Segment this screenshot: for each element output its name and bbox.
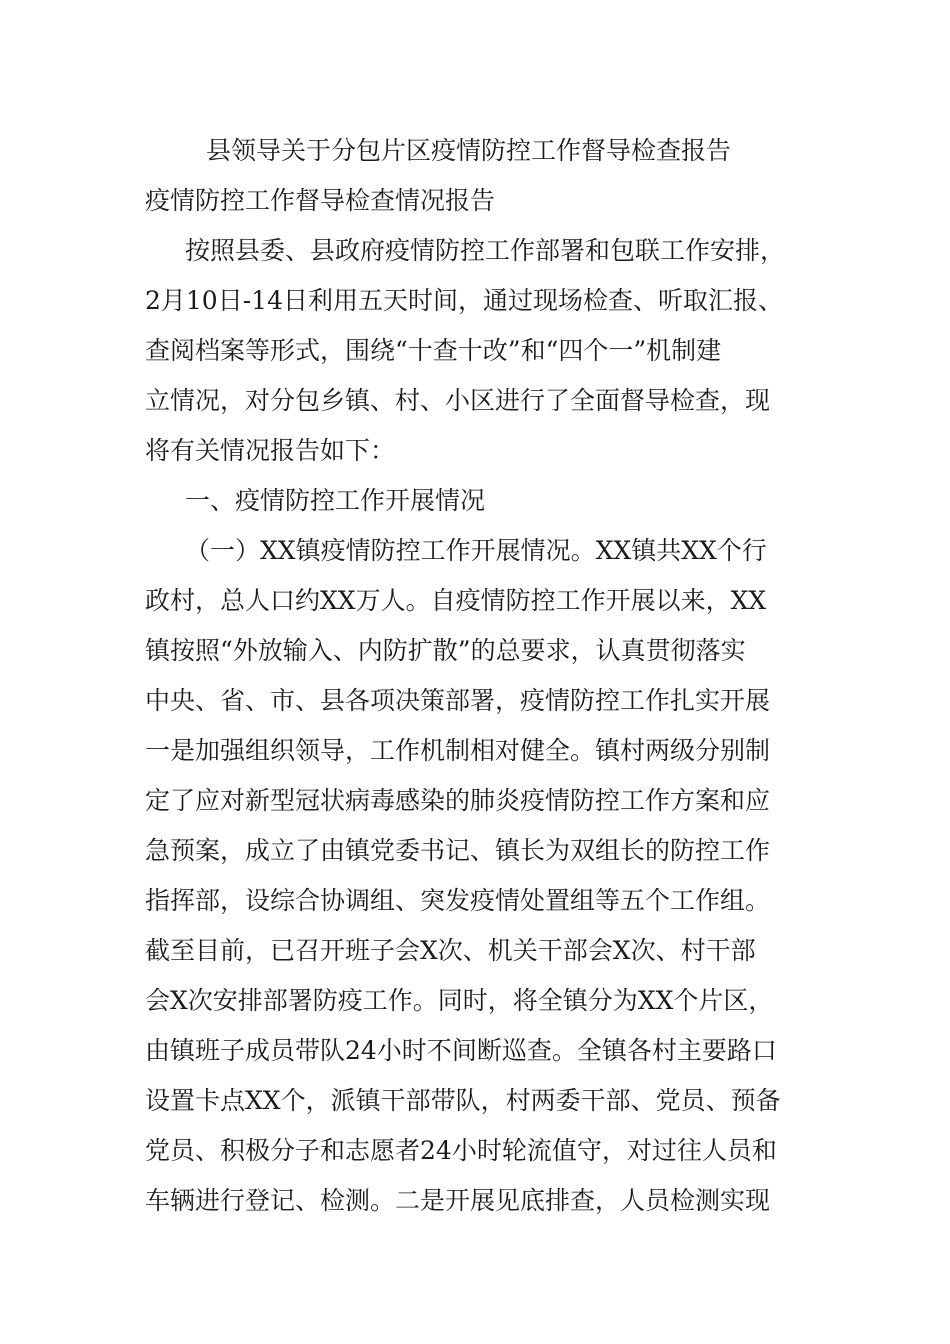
paragraph-line: 立情况，对分包乡镇、村、小区进行了全面督导检查，现 bbox=[145, 386, 771, 415]
paragraph-line: 镇按照“外放输入、内防扩散”的总要求，认真贯彻落实 bbox=[145, 636, 746, 665]
paragraph-line: 政村，总人口约XX万人。自疫情防控工作开展以来，XX bbox=[145, 586, 767, 615]
document-subtitle: 疫情防控工作督导检查情况报告 bbox=[145, 186, 496, 215]
paragraph-line: 将有关情况报告如下： bbox=[145, 436, 396, 465]
paragraph-line: 按照县委、县政府疫情防控工作部署和包联工作安排， bbox=[185, 236, 786, 265]
paragraph-line: 定了应对新型冠状病毒感染的肺炎疫情防控工作方案和应 bbox=[145, 786, 771, 815]
paragraph-line: 2月10日-14日利用五天时间，通过现场检查、听取汇报、 bbox=[145, 286, 783, 315]
paragraph-line: 急预案，成立了由镇党委书记、镇长为双组长的防控工作 bbox=[145, 836, 771, 865]
paragraph-line: 中央、省、市、县各项决策部署，疫情防控工作扎实开展 bbox=[145, 686, 771, 715]
paragraph-line: 车辆进行登记、检测。二是开展见底排查，人员检测实现 bbox=[145, 1186, 771, 1215]
paragraph-line: 党员、积极分子和志愿者24小时轮流值守，对过往人员和 bbox=[145, 1136, 777, 1165]
paragraph-line: 一是加强组织领导，工作机制相对健全。镇村两级分别制 bbox=[145, 736, 771, 765]
section-heading: 一、疫情防控工作开展情况 bbox=[185, 486, 486, 515]
paragraph-line: （一）XX镇疫情防控工作开展情况。XX镇共XX个行 bbox=[185, 536, 767, 565]
document-title: 县领导关于分包片区疫情防控工作督导检查报告 bbox=[206, 136, 732, 165]
paragraph-line: 指挥部，设综合协调组、突发疫情处置组等五个工作组。 bbox=[145, 886, 771, 915]
paragraph-line: 会X次安排部署防疫工作。同时，将全镇分为XX个片区， bbox=[145, 986, 774, 1015]
paragraph-line: 设置卡点XX个，派镇干部带队，村两委干部、党员、预备 bbox=[145, 1086, 781, 1115]
paragraph-line: 截至目前，已召开班子会X次、机关干部会X次、村干部 bbox=[145, 936, 756, 965]
paragraph-line: 由镇班子成员带队24小时不间断巡查。全镇各村主要路口 bbox=[145, 1036, 777, 1065]
paragraph-line: 查阅档案等形式，围绕“十查十改”和“四个一”机制建 bbox=[145, 336, 722, 365]
